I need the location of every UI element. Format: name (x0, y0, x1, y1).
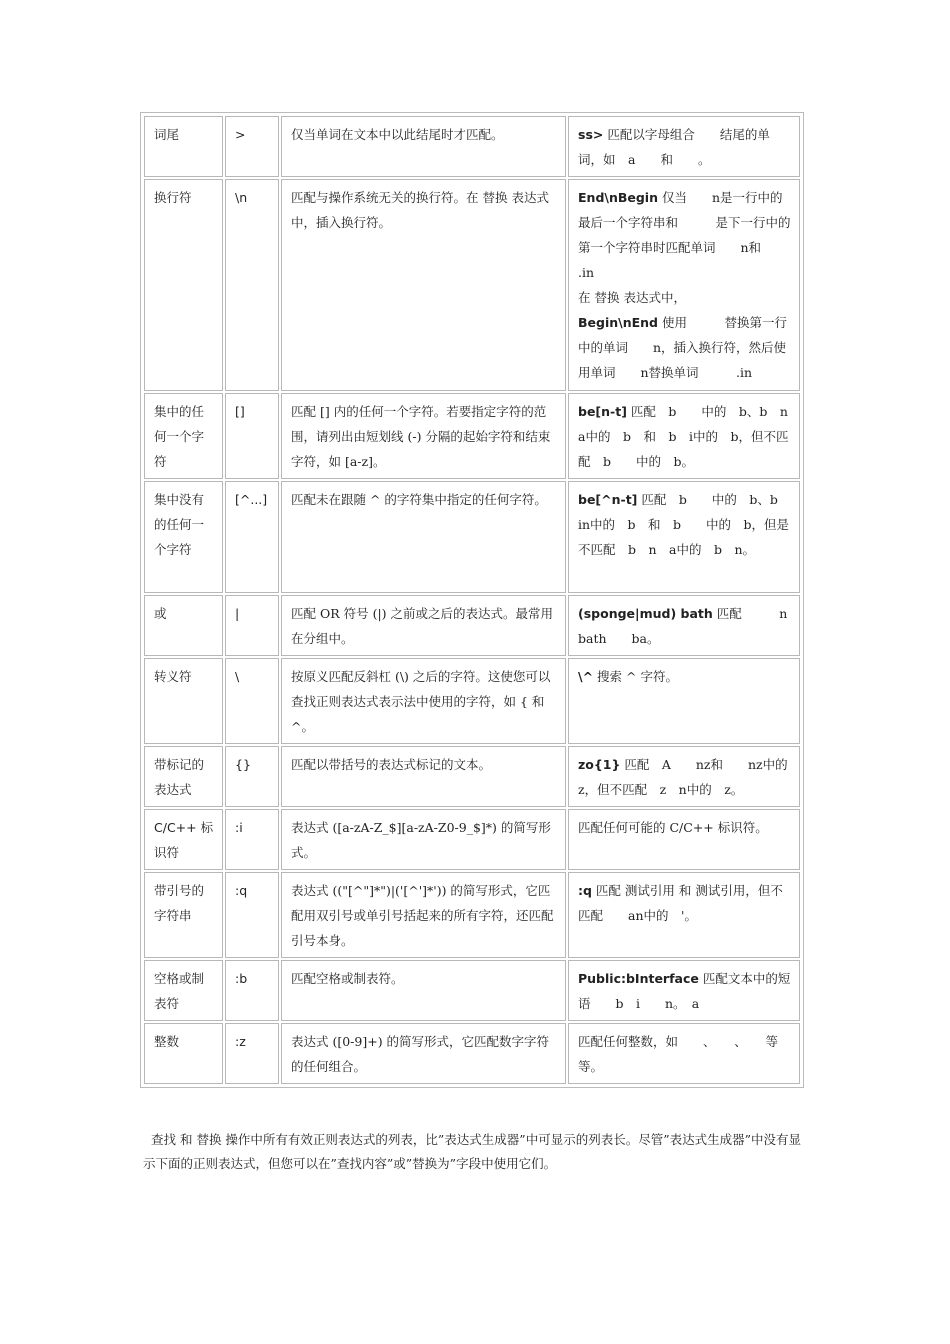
example-code: zo{1} (578, 757, 621, 772)
example-text: 匹配任何可能的 C/C++ 标识符。 (578, 820, 768, 835)
row-symbol: :i (225, 809, 279, 870)
row-description: 匹配与操作系统无关的换行符。在 替换 表达式中，插入换行符。 (281, 179, 566, 391)
regex-table-frame (140, 112, 813, 1088)
row-name: 空格或制表符 (144, 960, 223, 1021)
row-example (568, 1023, 800, 1084)
example-text: 在 替换 表达式中， (578, 290, 686, 305)
example-text: 仅当 n是一行中的最后一个字符串和 是下一行中的第一个字符串时匹配单词 n和 .in (578, 190, 799, 280)
row-description: 仅当单词在文本中以此结尾时才匹配。 (281, 116, 566, 177)
example-code: ss> (578, 127, 604, 142)
row-name: 词尾 (144, 116, 223, 177)
table-row (144, 872, 800, 958)
row-example (568, 393, 800, 479)
row-description: 表达式 ([a-zA-Z_$][a-zA-Z0-9_$]*) 的简写形式。 (281, 809, 566, 870)
row-name: 带引号的字符串 (144, 872, 223, 958)
row-description: 按原义匹配反斜杠 (\) 之后的字符。这使您可以查找正则表达式表示法中使用的字符，如 { 和 ^。 (281, 658, 566, 744)
row-symbol: :z (225, 1023, 279, 1084)
row-name: 集中没有的任何一个字符 (144, 481, 223, 593)
row-example (568, 872, 800, 958)
example-code: End\nBegin (578, 190, 658, 205)
row-name: 换行符 (144, 179, 223, 391)
example-text: 匹配文本中的短语 b i n。 a (578, 971, 791, 1011)
row-symbol: [^...] (225, 481, 279, 593)
row-description: 匹配未在跟随 ^ 的字符集中指定的任何字符。 (281, 481, 566, 593)
table-row (144, 595, 800, 656)
row-example (568, 658, 800, 744)
row-name: 整数 (144, 1023, 223, 1084)
row-name: 带标记的表达式 (144, 746, 223, 807)
row-name: 集中的任何一个字符 (144, 393, 223, 479)
row-symbol: \ (225, 658, 279, 744)
example-code: Begin\nEnd (578, 315, 658, 330)
example-text: 匹配 b 中的 b、b in中的 b 和 b 中的 b，但是不匹配 b n a中的 b n。 (578, 492, 791, 557)
row-name: C/C++ 标识符 (144, 809, 223, 870)
example-text: 匹配 测试引用 和 测试引用，但不匹配 an中的 '。 (578, 883, 783, 923)
row-symbol: :b (225, 960, 279, 1021)
row-example (568, 809, 800, 870)
row-name: 或 (144, 595, 223, 656)
row-example (568, 179, 800, 391)
footer-note: 查找 和 替换 操作中所有有效正则表达式的列表，比”表达式生成器”中可显示的列表长。尽管”表达式生成器”中没有显示下面的正则表达式，但您可以在”查找内容”或”替换为”字段中使用它们。 (143, 1132, 801, 1171)
row-example (568, 595, 813, 656)
table-row (144, 809, 800, 870)
row-example (568, 746, 800, 807)
row-description: 匹配以带括号的表达式标记的文本。 (281, 746, 566, 807)
table-row (144, 1023, 800, 1084)
example-text: 匹配以字母组合 结尾的单词，如 a 和 。 (578, 127, 770, 167)
example-text: 匹配任何整数，如 、 、 等等。 (578, 1034, 779, 1074)
example-text: 匹配 n bath ba。 (578, 606, 813, 646)
example-code: Public:bInterface (578, 971, 699, 986)
row-name: 转义符 (144, 658, 223, 744)
row-description: 表达式 ([0-9]+) 的简写形式，它匹配数字字符的任何组合。 (281, 1023, 566, 1084)
table-row (144, 116, 800, 177)
table-row (144, 393, 800, 479)
row-example (568, 960, 800, 1021)
table-row (144, 658, 800, 744)
row-symbol: > (225, 116, 279, 177)
example-text: 匹配 b 中的 b、b n a中的 b 和 b i中的 b，但不匹配 b 中的 b。 (578, 404, 801, 469)
example-text: 搜索 ^ 字符。 (593, 669, 678, 684)
example-text: 匹配 A nz和 nz中的 z，但不匹配 z n中的 z。 (578, 757, 801, 797)
example-code: :q (578, 883, 592, 898)
row-example (568, 481, 800, 593)
example-code: be[n-t] (578, 404, 627, 419)
row-symbol: | (225, 595, 279, 656)
example-code: (sponge|mud) bath (578, 606, 713, 621)
row-description: 匹配 [] 内的任何一个字符。若要指定字符的范围，请列出由短划线 (-) 分隔的起始字符和结束字符，如 [a-z]。 (281, 393, 566, 479)
row-example (568, 116, 800, 177)
table-row (144, 960, 800, 1021)
example-code: be[^n-t] (578, 492, 638, 507)
row-description: 匹配 OR 符号 (|) 之前或之后的表达式。最常用在分组中。 (281, 595, 566, 656)
example-text: 使用 替换第一行中的单词 n，插入换行符，然后使用单词 n替换单词 .in (578, 315, 787, 380)
row-symbol: {} (225, 746, 279, 807)
table-row (144, 481, 800, 593)
row-symbol: \n (225, 179, 279, 391)
example-code: \^ (578, 669, 594, 684)
row-description: 匹配空格或制表符。 (281, 960, 566, 1021)
row-symbol: :q (225, 872, 279, 958)
row-symbol: [] (225, 393, 279, 479)
table-row (144, 746, 800, 807)
row-description: 表达式 (("[^"]*")|('[^']*')) 的简写形式，它匹配用双引号或单引号括起来的所有字符，还匹配引号本身。 (281, 872, 566, 958)
table-row (144, 179, 800, 391)
regex-table (142, 114, 813, 1086)
